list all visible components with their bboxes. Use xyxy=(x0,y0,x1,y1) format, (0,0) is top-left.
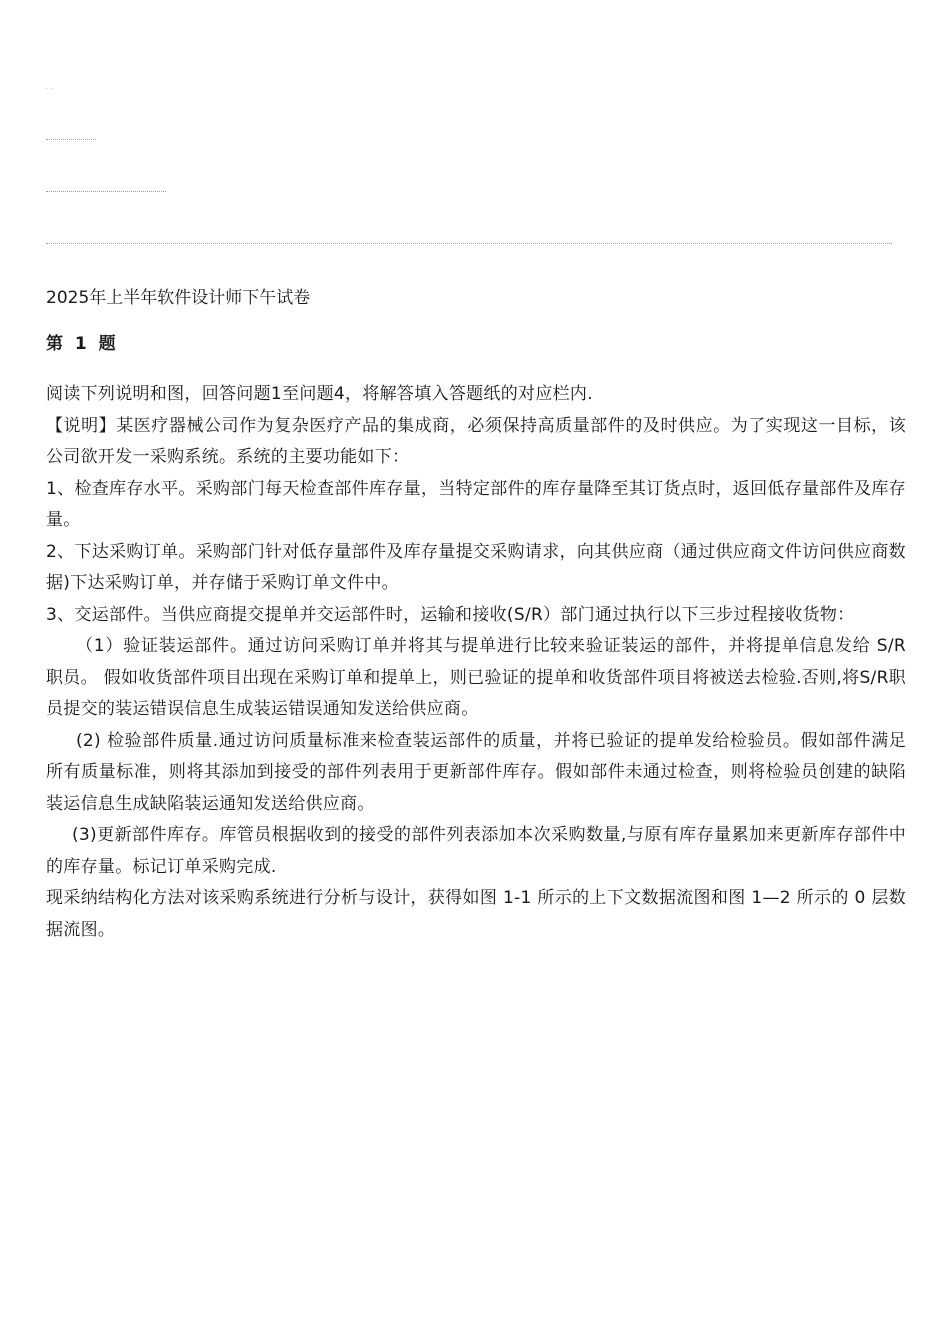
instruction-paragraph: 阅读下列说明和图，回答问题1至问题4，将解答填入答题纸的对应栏内. xyxy=(46,384,593,404)
document-content xyxy=(46,285,906,946)
function-2-paragraph: 2、下达采购订单。采购部门针对低存量部件及库存量提交采购请求，向其供应商（通过供应商文件访问供应商数据)下达采购订单，并存储于采购订单文件中。 xyxy=(46,541,906,593)
document-title: 2025年上半年软件设计师下午试卷 xyxy=(46,288,311,308)
step-2-paragraph: (2) 检验部件质量.通过访问质量标准来检查装运部件的质量，并将已验证的提单发给检验员。假如部件满足所有质量标准，则将其添加到接受的部件列表用于更新部件库存。假如部件未通过检查，则将检验员创建的缺陷装运信息生成缺陷装运通知发送给供应商。 xyxy=(46,730,906,814)
step-1-paragraph: （1）验证装运部件。通过访问采购订单并将其与提单进行比较来验证装运的部件，并将提单信息发给 S/R 职员。 假如收货部件项目出现在采购订单和提单上，则已验证的提单和收货部件项目将被送去检验.否则,将S/R职员提交的装运错误信息生成装运错误通知发送给供应商。 xyxy=(46,636,906,719)
header-dotted-rule-1 xyxy=(46,139,96,140)
step-3-paragraph: (3)更新部件库存。库管员根据收到的接受的部件列表添加本次采购数量,与原有库存量累加来更新库存部件中的库存量。标记订单采购完成. xyxy=(46,825,906,877)
description-paragraph: 【说明】某医疗器械公司作为复杂医疗产品的集成商，必须保持高质量部件的及时供应。为了实现这一目标，该公司欲开发一采购系统。系统的主要功能如下： xyxy=(46,415,906,467)
conclusion-paragraph: 现采纳结构化方法对该采购系统进行分析与设计，获得如图 1-1 所示的上下文数据流图和图 1—2 所示的 0 层数据流图。 xyxy=(46,888,906,940)
function-1-paragraph: 1、检查库存水平。采购部门每天检查部件库存量，当特定部件的库存量降至其订货点时，返回低存量部件及库存量。 xyxy=(46,478,906,530)
question-body xyxy=(46,379,906,946)
question-heading: 第 1 题 xyxy=(46,334,119,354)
header-dotted-rule-3 xyxy=(46,243,892,244)
header-marks: . . xyxy=(46,84,55,91)
header-dotted-rule-2 xyxy=(46,191,166,192)
function-3-paragraph: 3、交运部件。当供应商提交提单并交运部件时，运输和接收(S/R）部门通过执行以下三步过程接收货物： xyxy=(46,604,855,625)
